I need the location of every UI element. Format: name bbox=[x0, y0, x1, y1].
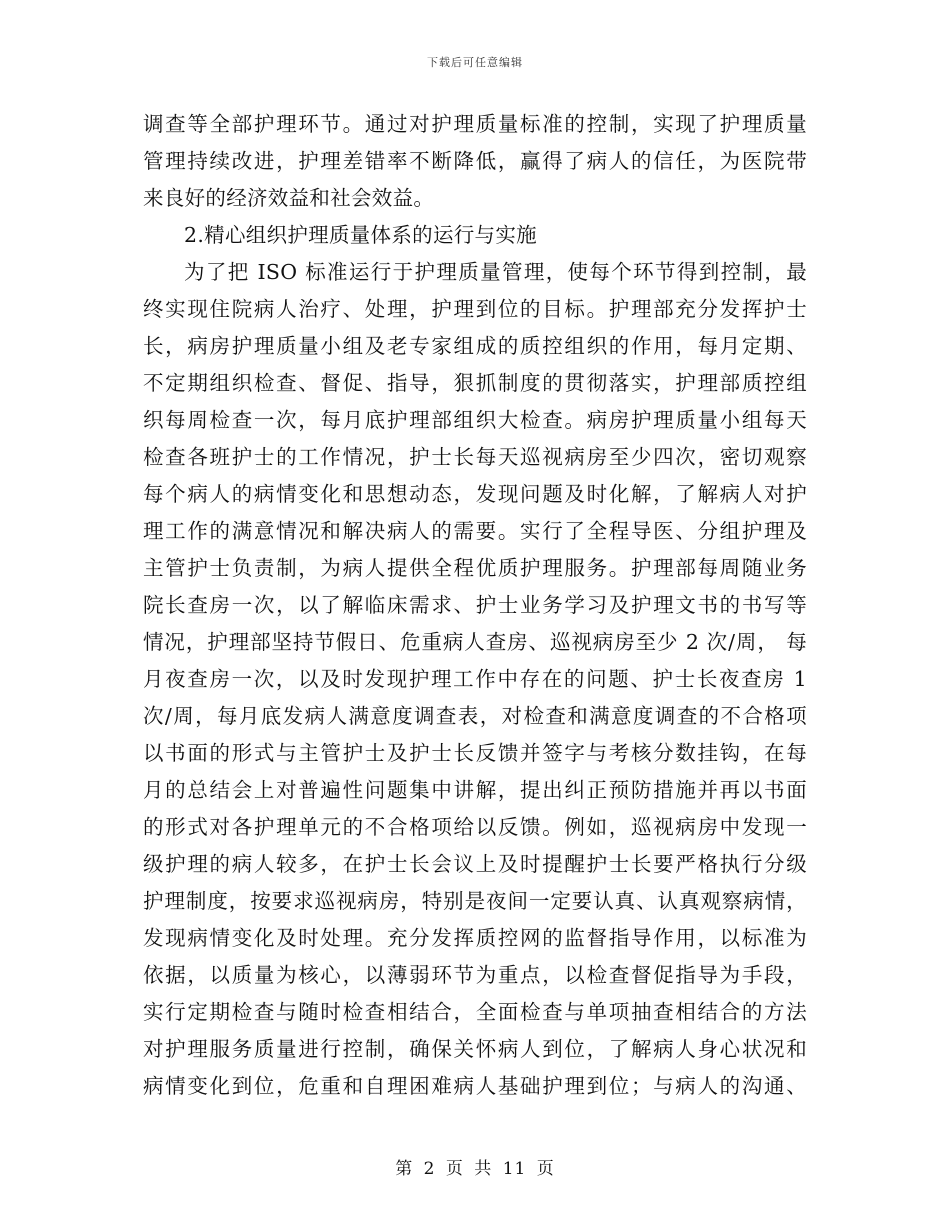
body-line: 依据，以质量为核心，以薄弱环节为重点，以检查督促指导为手段， bbox=[143, 963, 807, 987]
body-line: 情况，护理部坚持节假日、危重病人查房、巡视病房至少 2 次/周， 每 bbox=[143, 630, 807, 654]
body-line: 病情变化到位，危重和自理困难病人基础护理到位；与病人的沟通、 bbox=[143, 1074, 807, 1098]
body-line: 以书面的形式与主管护士及护士长反馈并签字与考核分数挂钩，在每 bbox=[143, 741, 807, 765]
body-line: 级护理的病人较多，在护士长会议上及时提醒护士长要严格执行分级 bbox=[143, 852, 807, 876]
body-line: 每个病人的病情变化和思想动态，发现问题及时化解，了解病人对护 bbox=[143, 482, 807, 506]
body-line: 院长查房一次，以了解临床需求、护士业务学习及护理文书的书写等 bbox=[143, 593, 807, 617]
body-line: 管理持续改进，护理差错率不断降低，赢得了病人的信任，为医院带 bbox=[143, 149, 807, 173]
body-line: 发现病情变化及时处理。充分发挥质控网的监督指导作用，以标准为 bbox=[143, 926, 807, 950]
body-line: 不定期组织检查、督促、指导，狠抓制度的贯彻落实，护理部质控组 bbox=[143, 371, 807, 395]
paragraph-first-line: 为了把 ISO 标准运行于护理质量管理，使每个环节得到控制，最 bbox=[184, 260, 807, 284]
body-line: 对护理服务质量进行控制，确保关怀病人到位，了解病人身心状况和 bbox=[143, 1037, 807, 1061]
body-line: 主管护士负责制，为病人提供全程优质护理服务。护理部每周随业务 bbox=[143, 556, 807, 580]
body-line: 终实现住院病人治疗、处理，护理到位的目标。护理部充分发挥护士 bbox=[143, 297, 807, 321]
page-number-footer: 第 2 页 共 11 页 bbox=[395, 1159, 555, 1179]
body-line: 来良好的经济效益和社会效益。 bbox=[143, 186, 435, 210]
body-line: 实行定期检查与随时检查相结合，全面检查与单项抽查相结合的方法 bbox=[143, 1000, 807, 1024]
body-line: 理工作的满意情况和解决病人的需要。实行了全程导医、分组护理及 bbox=[143, 519, 807, 543]
body-line: 检查各班护士的工作情况，护士长每天巡视病房至少四次，密切观察 bbox=[143, 445, 807, 469]
section-heading: 2.精心组织护理质量体系的运行与实施 bbox=[184, 223, 537, 247]
body-line: 月夜查房一次，以及时发现护理工作中存在的问题、护士长夜查房 1 bbox=[143, 667, 807, 691]
body-line: 月的总结会上对普遍性问题集中讲解，提出纠正预防措施并再以书面 bbox=[143, 778, 807, 802]
document-body bbox=[143, 106, 807, 1105]
body-line: 织每周检查一次，每月底护理部组织大检查。病房护理质量小组每天 bbox=[143, 408, 807, 432]
page-header-note: 下载后可任意编辑 bbox=[427, 56, 523, 69]
body-line: 护理制度，按要求巡视病房，特别是夜间一定要认真、认真观察病情， bbox=[143, 889, 807, 913]
body-line: 次/周，每月底发病人满意度调查表，对检查和满意度调查的不合格项 bbox=[143, 704, 807, 728]
body-line: 调查等全部护理环节。通过对护理质量标准的控制，实现了护理质量 bbox=[143, 112, 807, 136]
body-line: 长，病房护理质量小组及老专家组成的质控组织的作用，每月定期、 bbox=[143, 334, 807, 358]
body-line: 的形式对各护理单元的不合格项给以反馈。例如，巡视病房中发现一 bbox=[143, 815, 807, 839]
